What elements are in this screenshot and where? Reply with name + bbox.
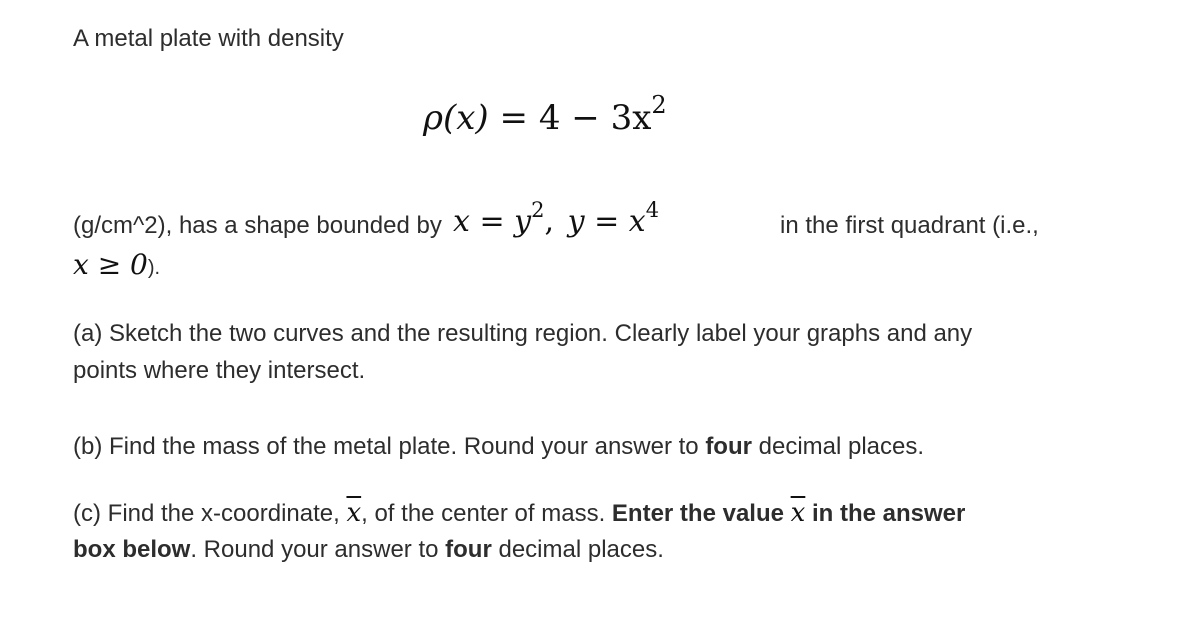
xbar-symbol-2: $\overline{x}$ <box>790 498 806 528</box>
part-a-line1: (a) Sketch the two curves and the resulting region. Clearly label your graphs and any <box>73 320 973 347</box>
curve2-equals: = <box>594 204 620 239</box>
density-rhs: 4 − 3x <box>538 98 652 138</box>
density-lhs: ρ(x) <box>423 98 489 138</box>
density-exponent: 2 <box>651 91 667 119</box>
curve-comma: , <box>544 204 555 239</box>
curve2-exponent: 4 <box>645 198 660 222</box>
part-c-line2-mid: . Round your answer to <box>190 536 446 563</box>
condition-line <box>73 248 160 281</box>
part-c-pre: (c) Find the x-coordinate, <box>73 500 347 527</box>
part-b-post: decimal places. <box>751 433 925 460</box>
part-c-line2-bold: box below <box>73 536 191 563</box>
quadrant-text: in the first quadrant (i.e., <box>780 212 1039 239</box>
curve1-rhs: y <box>514 204 532 239</box>
part-b-bold: four <box>705 433 752 460</box>
part-c-bold2: in the answer <box>805 500 966 527</box>
units-text: (g/cm^2), has a shape bounded by <box>73 212 442 239</box>
xbar-symbol: $\overline{x}$ <box>346 498 362 528</box>
density-equation <box>423 91 667 138</box>
part-c-line1 <box>73 498 965 528</box>
condition-math: x ≥ 0 <box>73 248 148 281</box>
curve2-rhs: x <box>628 204 646 239</box>
curve-equations <box>453 198 660 239</box>
density-equals: = <box>499 98 529 138</box>
intro-text: A metal plate with density <box>73 25 344 52</box>
condition-tail: ). <box>147 257 161 279</box>
part-c-mid: , of the center of mass. <box>361 500 612 527</box>
curve1-equals: = <box>479 204 505 239</box>
part-c-bold1: Enter the value <box>611 500 791 527</box>
curve1-lhs: x <box>453 204 470 239</box>
part-b-pre: (b) Find the mass of the metal plate. Round your answer to <box>73 433 706 460</box>
curve2-lhs: y <box>567 204 585 239</box>
part-c-line2-bold2: four <box>445 536 492 563</box>
part-c-line2 <box>73 536 664 564</box>
part-a-line2: points where they intersect. <box>73 357 366 384</box>
curve1-exponent: 2 <box>531 198 545 222</box>
part-c-line2-post: decimal places. <box>491 536 664 563</box>
part-b-text <box>73 433 924 461</box>
